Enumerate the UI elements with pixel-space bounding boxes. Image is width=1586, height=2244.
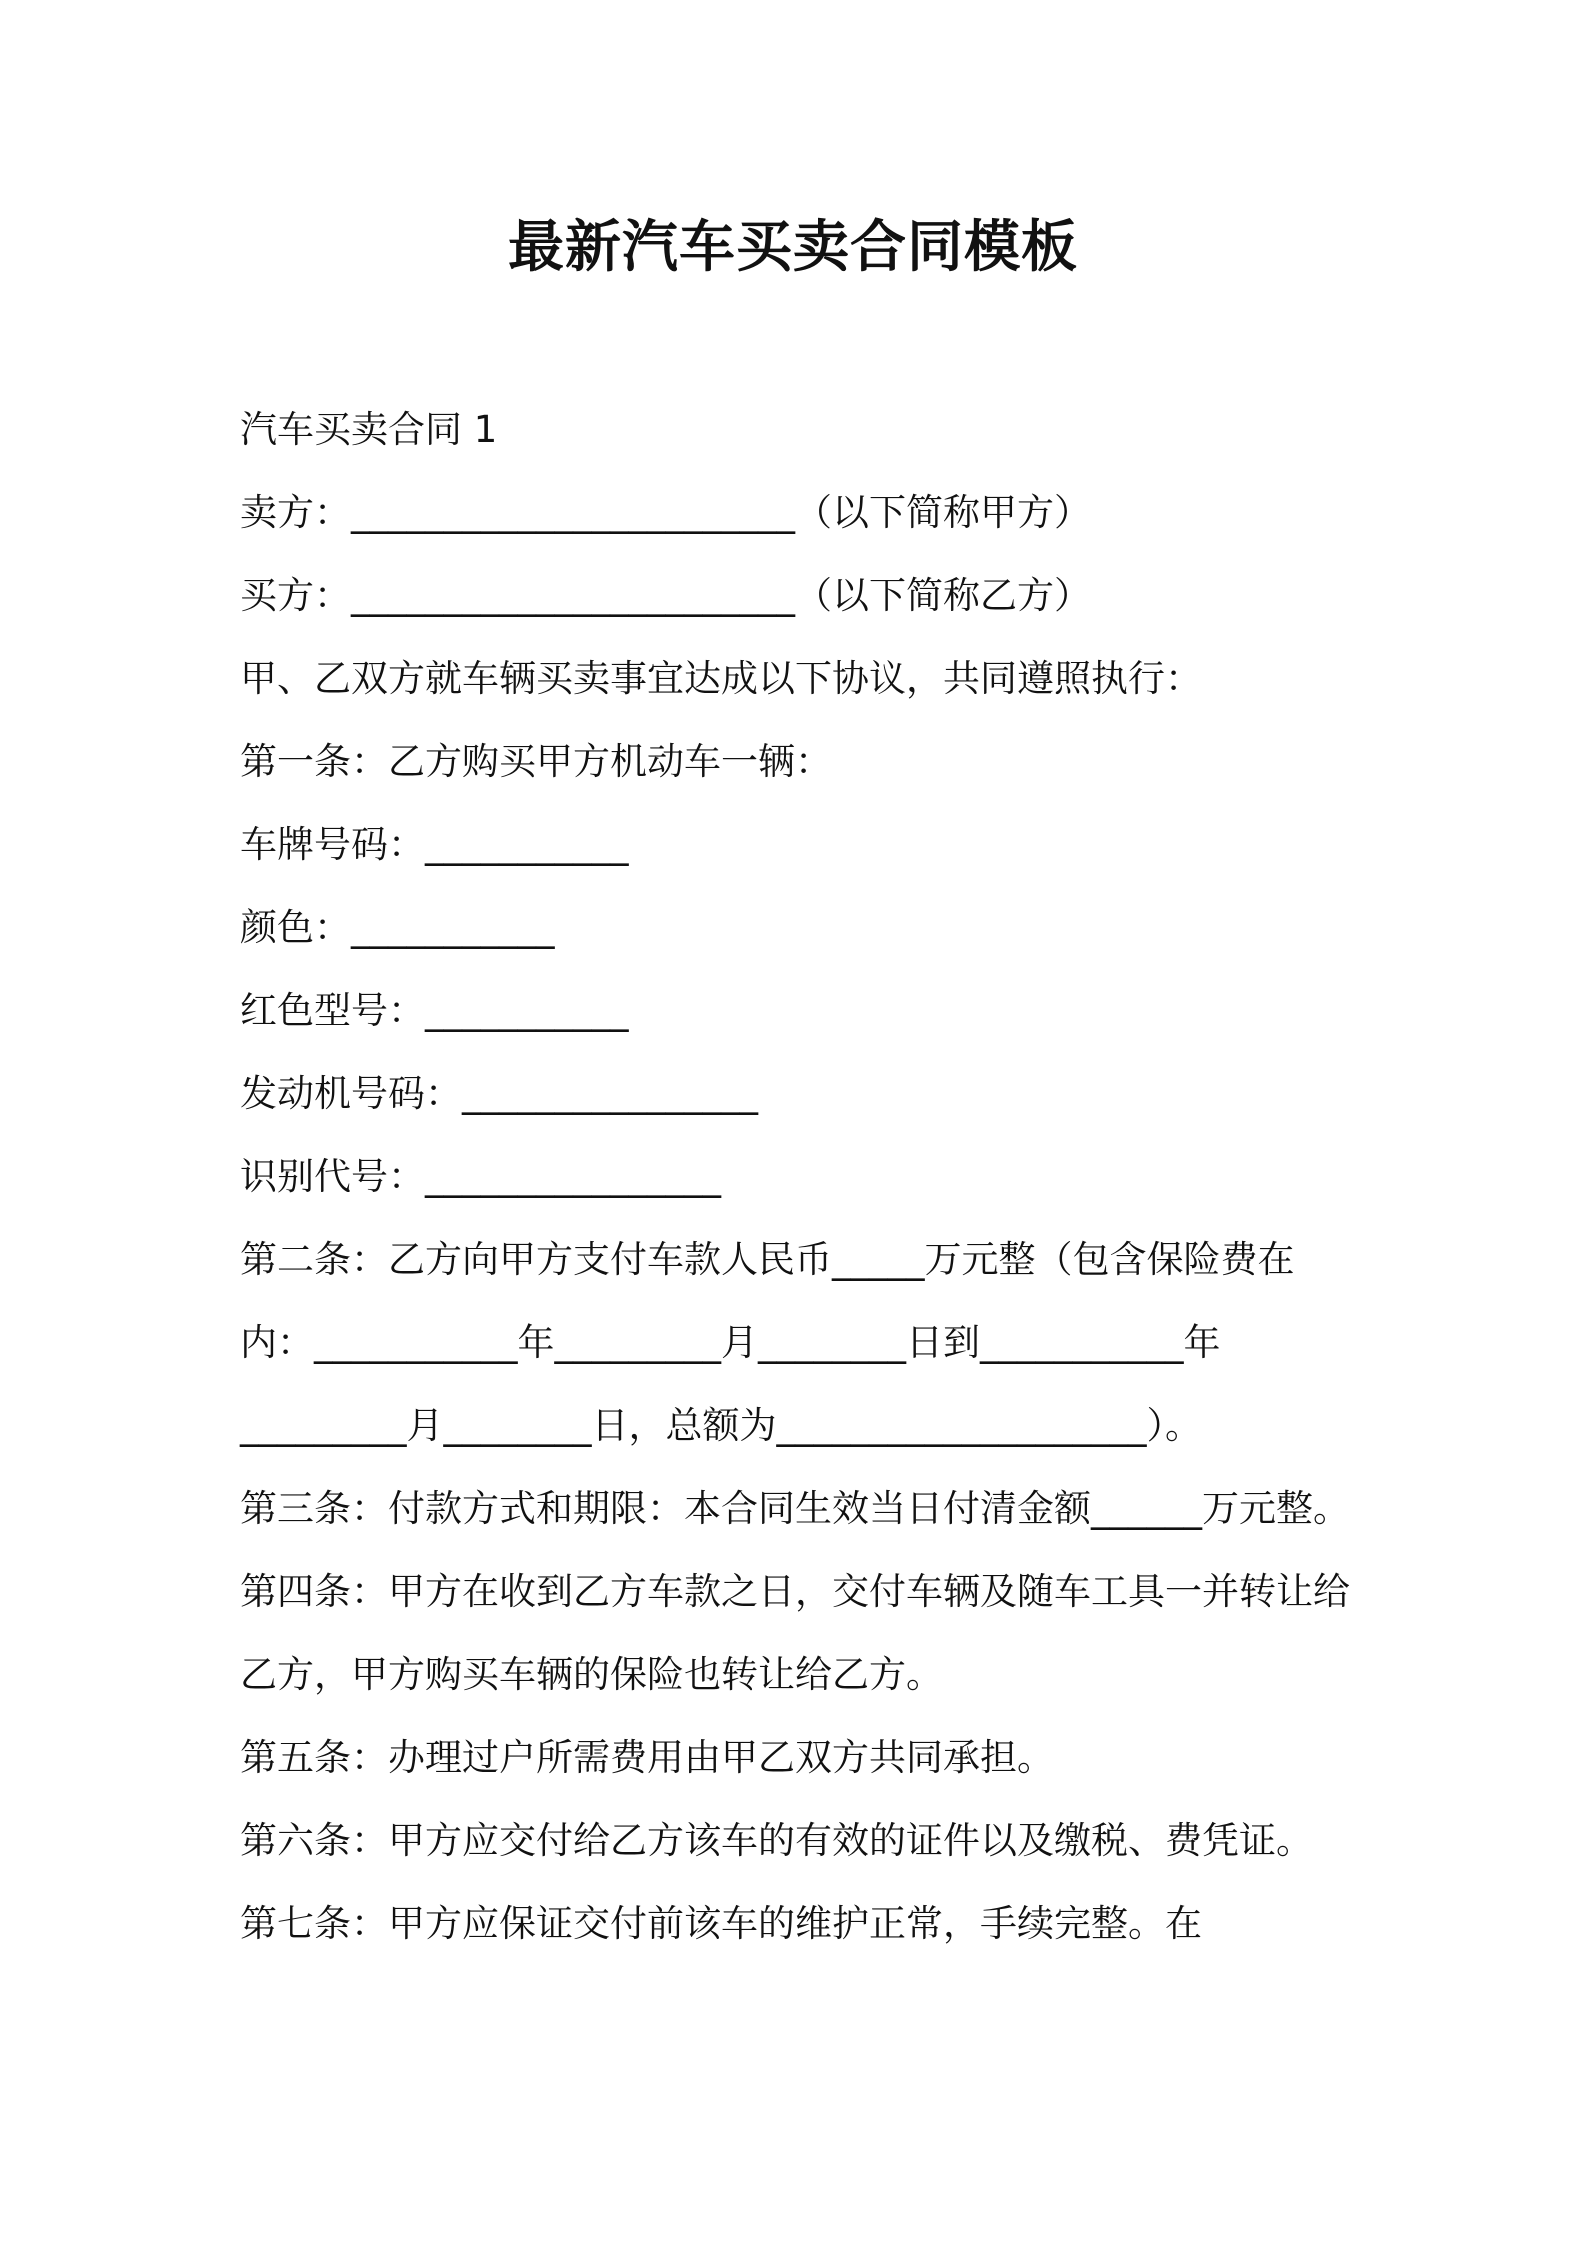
article-7: 第七条：甲方应保证交付前该车的维护正常，手续完整。在 (240, 1902, 1202, 1945)
article-2-line-1: 第二条：乙方向甲方支付车款人民币_____万元整（包含保险费在 (240, 1238, 1295, 1281)
article-6: 第六条：甲方应交付给乙方该车的有效的证件以及缴税、费凭证。 (240, 1819, 1313, 1862)
engine-number-line: 发动机号码：________________ (240, 1072, 758, 1115)
agreement-intro: 甲、乙双方就车辆买卖事宜达成以下协议，共同遵照执行： (240, 657, 1202, 700)
article-2-line-3: _________月________日，总额为____________________）。 (240, 1404, 1202, 1447)
article-2-line-2: 内：___________年_________月________日到___________年 (240, 1321, 1221, 1364)
vin-line: 识别代号：________________ (240, 1155, 721, 1198)
color-line: 颜色：___________ (240, 906, 555, 949)
article-4-line-2: 乙方，甲方购买车辆的保险也转让给乙方。 (240, 1653, 943, 1696)
seller-line: 卖方：________________________（以下简称甲方） (240, 491, 1091, 534)
document-title: 最新汽车买卖合同模板 (508, 215, 1078, 280)
article-5: 第五条：办理过户所需费用由甲乙双方共同承担。 (240, 1736, 1054, 1779)
model-line: 红色型号：___________ (240, 989, 629, 1032)
buyer-line: 买方：________________________（以下简称乙方） (240, 574, 1091, 617)
article-3: 第三条：付款方式和期限：本合同生效当日付清金额______万元整。 (240, 1487, 1350, 1530)
section-heading: 汽车买卖合同 1 (240, 408, 498, 451)
plate-number-line: 车牌号码：___________ (240, 823, 629, 866)
article-4-line-1: 第四条：甲方在收到乙方车款之日，交付车辆及随车工具一并转让给 (240, 1570, 1350, 1613)
article-1: 第一条：乙方购买甲方机动车一辆： (240, 740, 832, 783)
